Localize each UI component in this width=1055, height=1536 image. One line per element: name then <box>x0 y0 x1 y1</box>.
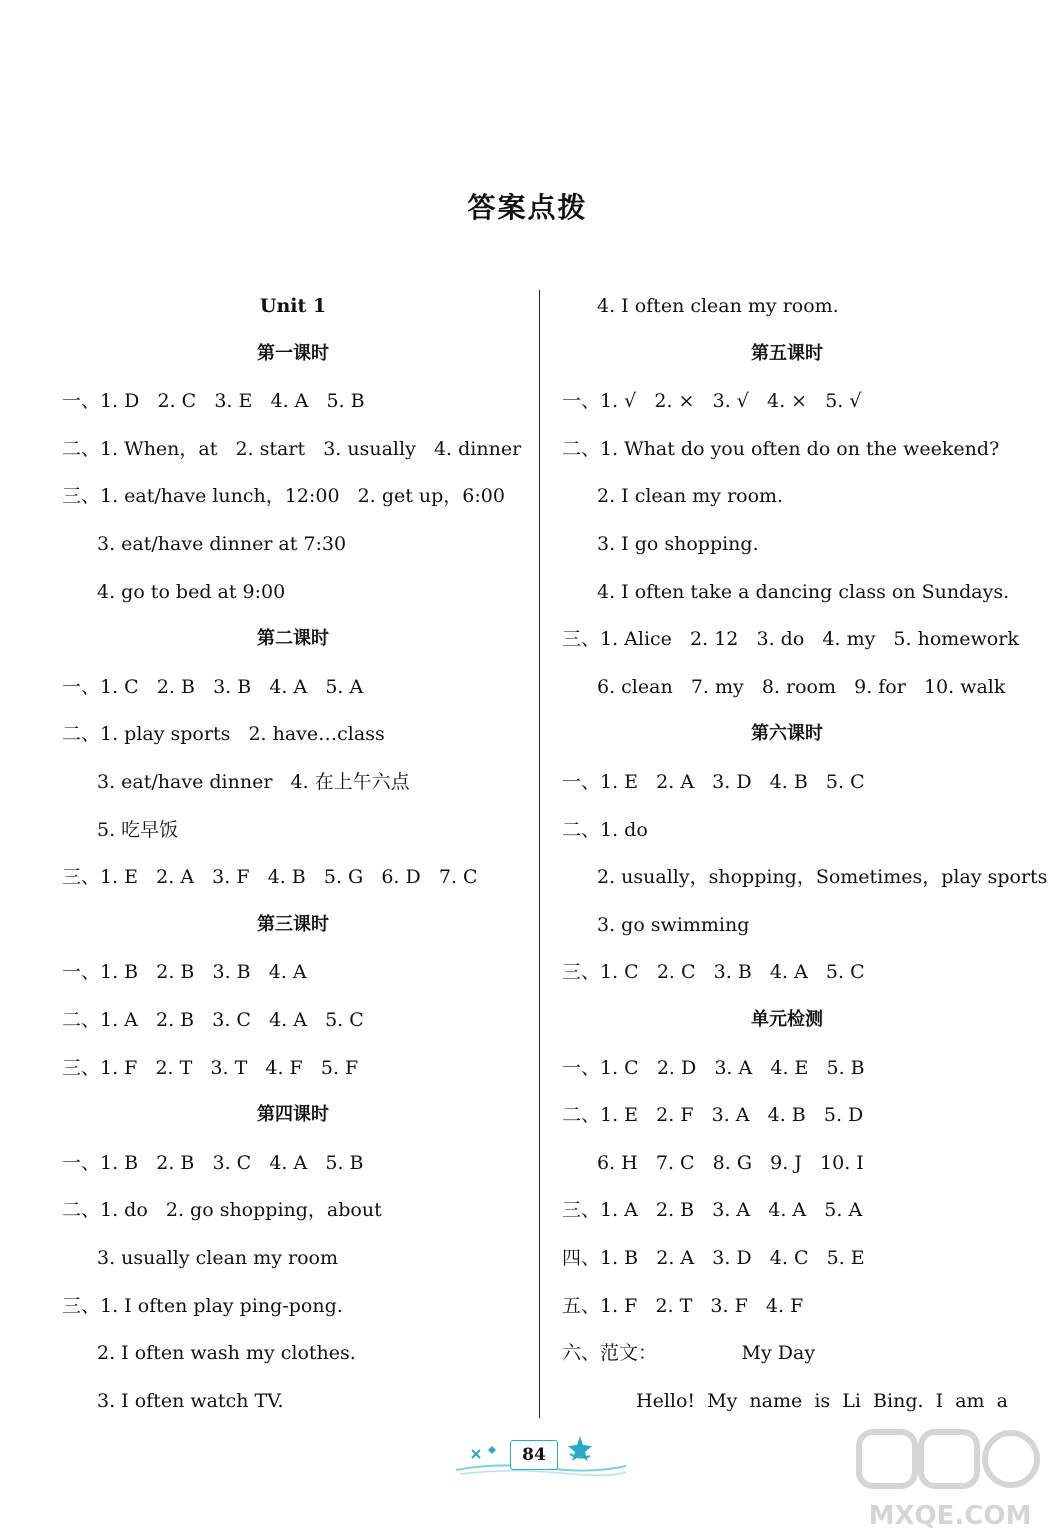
answer-line: 二、1. do 2. go shopping，about <box>62 1199 382 1222</box>
page-number: 84 <box>510 1440 558 1470</box>
answer-line: 二、1. do <box>562 818 648 841</box>
answer-line: 一、1. B 2. B 3. C 4. A 5. B <box>62 1151 364 1174</box>
section-heading: 第三课时 <box>257 913 329 935</box>
section-heading: 第一课时 <box>257 342 329 364</box>
answer-line: 三、1. eat/have lunch，12:00 2. get up，6:00 <box>62 485 505 508</box>
svg-text:MXQE.COM: MXQE.COM <box>868 1501 1032 1530</box>
answer-line: 五、1. F 2. T 3. F 4. F <box>562 1294 804 1317</box>
answer-line: 一、1. E 2. A 3. D 4. B 5. C <box>562 771 865 793</box>
answer-line: 一、1. √ 2. × 3. √ 4. × 5. √ <box>562 390 862 413</box>
answer-line: 3. eat/have dinner at 7:30 <box>97 533 347 555</box>
page-title: 答案点拨 <box>467 191 588 224</box>
answer-line: 4. I often clean my room. <box>597 295 839 317</box>
answer-line: 2. usually，shopping，Sometimes，play sports <box>597 866 1048 889</box>
section-heading: 单元检测 <box>751 1009 823 1030</box>
answer-line: 一、1. D 2. C 3. E 4. A 5. B <box>62 390 365 413</box>
answer-line: 3. usually clean my room <box>97 1247 338 1269</box>
answer-line: 三、1. F 2. T 3. T 4. F 5. F <box>62 1056 359 1079</box>
answer-line: 6. H 7. C 8. G 9. J 10. I <box>597 1151 864 1174</box>
answer-line: 三、1. Alice 2. 12 3. do 4. my 5. homework <box>562 628 1019 651</box>
essay-line: Hello! My name is Li Bing. I am a <box>636 1389 1008 1412</box>
answer-line: 二、1. When，at 2. start 3. usually 4. dinner <box>62 437 522 460</box>
answer-line: 二、1. What do you often do on the weekend? <box>562 437 1000 460</box>
answer-line: 3. I often watch TV. <box>97 1389 284 1412</box>
answer-line: 5. 吃早饭 <box>97 818 179 841</box>
watermark-logo <box>855 1426 1045 1530</box>
answer-line: 4. I often take a dancing class on Sundays. <box>597 580 1010 603</box>
answer-line: 3. go swimming <box>597 913 750 936</box>
answer-line: 二、1. A 2. B 3. C 4. A 5. C <box>62 1009 364 1031</box>
page-footer <box>450 1432 630 1480</box>
section-heading: 第四课时 <box>257 1104 329 1126</box>
answer-line: 四、1. B 2. A 3. D 4. C 5. E <box>562 1247 865 1269</box>
answer-line: 一、1. C 2. B 3. B 4. A 5. A <box>62 675 364 698</box>
answer-line: 一、1. B 2. B 3. B 4. A <box>62 961 307 984</box>
answer-line: 6. clean 7. my 8. room 9. for 10. walk <box>597 675 1006 698</box>
answer-line: 六、范文： My Day <box>562 1342 816 1365</box>
section-heading: 第六课时 <box>751 723 823 745</box>
answer-line: 3. eat/have dinner 4. 在上午六点 <box>97 771 410 793</box>
section-heading: 第五课时 <box>751 342 823 364</box>
answer-line: 2. I clean my room. <box>597 485 784 508</box>
answer-line: 三、1. I often play ping-pong. <box>62 1294 343 1317</box>
answer-line: 4. go to bed at 9:00 <box>97 580 286 603</box>
section-heading: 第二课时 <box>257 628 329 650</box>
answer-line: 三、1. C 2. C 3. B 4. A 5. C <box>562 961 865 984</box>
answer-line: 2. I often wash my clothes. <box>97 1342 356 1365</box>
answer-line: 三、1. A 2. B 3. A 4. A 5. A <box>562 1199 863 1222</box>
answer-line: 二、1. E 2. F 3. A 4. B 5. D <box>562 1104 864 1127</box>
answer-line: 3. I go shopping. <box>597 533 759 555</box>
unit-heading: Unit 1 <box>259 295 327 317</box>
column-divider <box>539 290 540 1418</box>
answer-line: 二、1. play sports 2. have…class <box>62 723 385 746</box>
answer-line: 三、1. E 2. A 3. F 4. B 5. G 6. D 7. C <box>62 866 478 889</box>
answer-line: 一、1. C 2. D 3. A 4. E 5. B <box>562 1056 865 1079</box>
